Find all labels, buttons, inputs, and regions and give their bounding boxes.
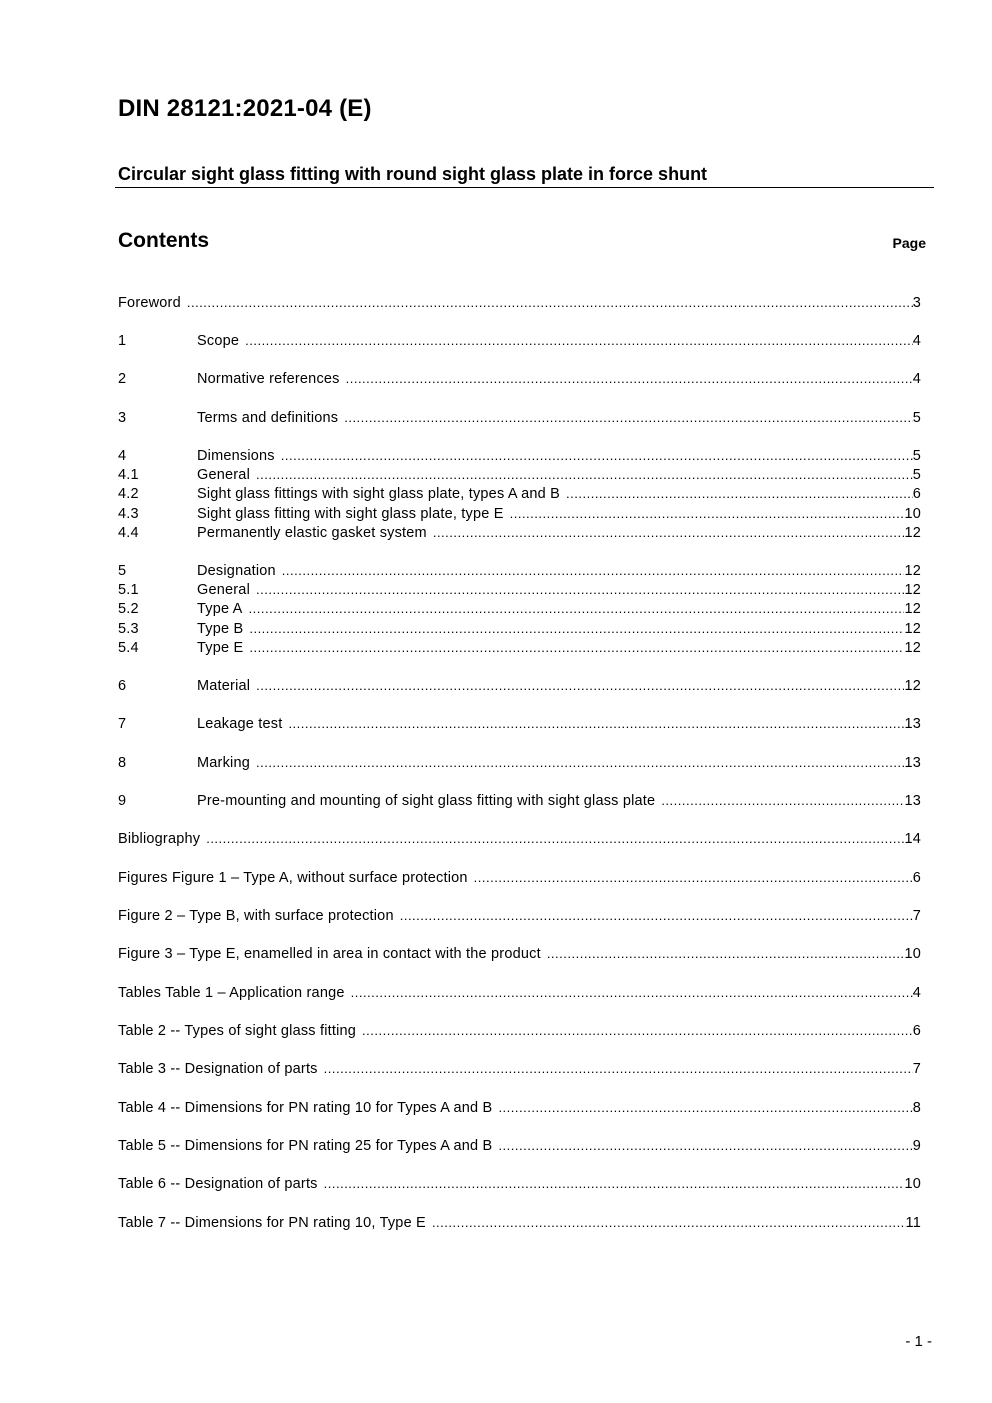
toc-entry-title: Table 4 -- Dimensions for PN rating 10 for Types A and B [118, 1100, 493, 1116]
toc-entry-title: Type E [197, 640, 244, 656]
toc-leader-dots [661, 791, 904, 810]
toc-entry-number: 7 [118, 716, 127, 732]
toc-entry-title: Table 5 -- Dimensions for PN rating 25 for Types A and B [118, 1138, 493, 1154]
toc-entry-4[interactable] [118, 446, 921, 465]
toc-entry-page: 3 [912, 295, 921, 311]
toc-entry-page: 8 [912, 1100, 921, 1116]
toc-leader-dots [281, 446, 913, 465]
toc-entry-table-7[interactable] [118, 1213, 921, 1232]
toc-entry-title: Table 7 -- Dimensions for PN rating 10, Type E [118, 1215, 426, 1231]
toc-entry-title: Bibliography [118, 831, 201, 847]
toc-entry-5-2[interactable] [118, 599, 921, 618]
toc-leader-dots [288, 714, 904, 733]
toc-entry-figure-3[interactable] [118, 944, 921, 963]
toc-entry-page: 12 [904, 582, 921, 598]
toc-entry-4-1[interactable] [118, 465, 921, 484]
page-number: - 1 - [905, 1333, 932, 1350]
toc-leader-dots [351, 983, 913, 1002]
toc-entry-title: Tables Table 1 – Application range [118, 985, 345, 1001]
toc-leader-dots [362, 1021, 913, 1040]
toc-entry-1[interactable] [118, 331, 921, 350]
toc-entry-page: 6 [912, 1023, 921, 1039]
toc-entry-title: Type B [197, 621, 244, 637]
toc-leader-dots [498, 1098, 912, 1117]
toc-entry-table-5[interactable] [118, 1136, 921, 1155]
toc-entry-page: 12 [904, 563, 921, 579]
toc-entry-page: 12 [904, 640, 921, 656]
toc-entry-title: General [197, 582, 250, 598]
toc-entry-page: 5 [912, 467, 921, 483]
toc-entry-title: General [197, 467, 250, 483]
toc-entry-page: 6 [912, 486, 921, 502]
toc-entry-number: 5.1 [118, 582, 139, 598]
toc-leader-dots [282, 561, 905, 580]
toc-entry-number: 6 [118, 678, 127, 694]
toc-leader-dots [249, 599, 905, 618]
toc-entry-title: Figures Figure 1 – Type A, without surface protection [118, 870, 468, 886]
toc-leader-dots [249, 638, 904, 657]
toc-leader-dots [256, 580, 904, 599]
toc-entry-title: Permanently elastic gasket system [197, 525, 427, 541]
toc-entry-page: 4 [912, 371, 921, 387]
toc-entry-figure-1[interactable] [118, 868, 921, 887]
toc-entry-page: 9 [912, 1138, 921, 1154]
toc-entry-number: 5.3 [118, 621, 139, 637]
toc-leader-dots [566, 484, 913, 503]
toc-entry-figure-2[interactable] [118, 906, 921, 925]
toc-entry-number: 5.4 [118, 640, 139, 656]
toc-entry-number: 3 [118, 410, 127, 426]
toc-entry-page: 6 [912, 870, 921, 886]
toc-entry-5-4[interactable] [118, 638, 921, 657]
toc-entry-page: 10 [904, 1176, 921, 1192]
toc-entry-bibliography[interactable] [118, 829, 921, 848]
toc-entry-page: 5 [912, 448, 921, 464]
toc-entry-title: Pre-mounting and mounting of sight glass fitting with sight glass plate [197, 793, 656, 809]
toc-entry-number: 1 [118, 333, 127, 349]
toc-leader-dots [547, 944, 905, 963]
toc-entry-number: 8 [118, 755, 127, 771]
toc-entry-table-3[interactable] [118, 1059, 921, 1078]
toc-leader-dots [256, 753, 904, 772]
toc-leader-dots [187, 293, 913, 312]
toc-entry-title: Table 6 -- Designation of parts [118, 1176, 318, 1192]
toc-entry-title: Sight glass fittings with sight glass plate, types A and B [197, 486, 561, 502]
toc-entry-title: Foreword [118, 295, 181, 311]
toc-entry-title: Table 3 -- Designation of parts [118, 1061, 318, 1077]
toc-entry-7[interactable] [118, 714, 921, 733]
toc-entry-title: Table 2 -- Types of sight glass fitting [118, 1023, 357, 1039]
toc-entry-5-3[interactable] [118, 619, 921, 638]
contents-heading: Contents [118, 229, 209, 252]
page-column-heading: Page [892, 235, 926, 251]
toc-entry-title: Material [197, 678, 251, 694]
toc-entry-page: 12 [904, 601, 921, 617]
toc-leader-dots [256, 676, 904, 695]
toc-entry-number: 4.4 [118, 525, 139, 541]
document-title: Circular sight glass fitting with round sight glass plate in force shunt [118, 164, 708, 184]
toc-entry-page: 5 [912, 410, 921, 426]
toc-entry-page: 7 [912, 1061, 921, 1077]
toc-entry-page: 12 [904, 678, 921, 694]
toc-entry-title: Dimensions [197, 448, 275, 464]
toc-entry-title: Marking [197, 755, 250, 771]
toc-entry-number: 4.1 [118, 467, 139, 483]
toc-entry-table-4[interactable] [118, 1098, 921, 1117]
toc-leader-dots [474, 868, 913, 887]
toc-entry-2[interactable] [118, 369, 921, 388]
toc-entry-number: 2 [118, 371, 127, 387]
toc-entry-4-2[interactable] [118, 484, 921, 503]
toc-entry-4-4[interactable] [118, 523, 921, 542]
toc-leader-dots [346, 369, 913, 388]
toc-entry-number: 5 [118, 563, 127, 579]
toc-entry-page: 12 [904, 621, 921, 637]
toc-entry-page: 7 [912, 908, 921, 924]
toc-entry-title: Designation [197, 563, 276, 579]
toc-entry-6[interactable] [118, 676, 921, 695]
toc-entry-number: 9 [118, 793, 127, 809]
toc-leader-dots [433, 523, 905, 542]
toc-leader-dots [324, 1174, 905, 1193]
toc-entry-title: Figure 3 – Type E, enamelled in area in contact with the product [118, 946, 541, 962]
toc-entry-title: Scope [197, 333, 240, 349]
toc-entry-title: Figure 2 – Type B, with surface protection [118, 908, 394, 924]
toc-entry-5[interactable] [118, 561, 921, 580]
toc-entry-page: 11 [905, 1215, 921, 1231]
title-underline [115, 187, 934, 188]
toc-entry-title: Leakage test [197, 716, 283, 732]
toc-leader-dots [344, 408, 913, 427]
toc-entry-number: 5.2 [118, 601, 139, 617]
toc-entry-table-6[interactable] [118, 1174, 921, 1193]
toc-leader-dots [498, 1136, 912, 1155]
toc-entry-page: 13 [904, 716, 921, 732]
toc-entry-9[interactable] [118, 791, 921, 810]
toc-leader-dots [206, 829, 904, 848]
toc-entry-title: Type A [197, 601, 243, 617]
toc-entry-table-1[interactable] [118, 983, 921, 1002]
toc-leader-dots [245, 331, 913, 350]
toc-entry-5-1[interactable] [118, 580, 921, 599]
toc-entry-title: Sight glass fitting with sight glass plate, type E [197, 506, 504, 522]
toc-entry-number: 4.3 [118, 506, 139, 522]
toc-entry-title: Terms and definitions [197, 410, 339, 426]
document-id: DIN 28121:2021-04 (E) [118, 95, 372, 122]
toc-entry-3[interactable] [118, 408, 921, 427]
toc-entry-number: 4 [118, 448, 127, 464]
toc-entry-4-3[interactable] [118, 504, 921, 523]
toc-leader-dots [256, 465, 913, 484]
toc-leader-dots [324, 1059, 913, 1078]
toc-entry-page: 10 [904, 506, 921, 522]
toc-leader-dots [432, 1213, 906, 1232]
toc-entry-table-2[interactable] [118, 1021, 921, 1040]
toc-leader-dots [249, 619, 904, 638]
toc-entry-page: 4 [912, 333, 921, 349]
toc-entry-page: 10 [904, 946, 921, 962]
toc-entry-page: 13 [904, 755, 921, 771]
toc-entry-page: 4 [912, 985, 921, 1001]
toc-entry-foreword[interactable] [118, 293, 921, 312]
toc-entry-title: Normative references [197, 371, 340, 387]
toc-entry-page: 13 [904, 793, 921, 809]
toc-leader-dots [510, 504, 905, 523]
toc-entry-page: 14 [904, 831, 921, 847]
toc-entry-number: 4.2 [118, 486, 139, 502]
toc-entry-page: 12 [904, 525, 921, 541]
toc-leader-dots [400, 906, 913, 925]
toc-entry-8[interactable] [118, 753, 921, 772]
